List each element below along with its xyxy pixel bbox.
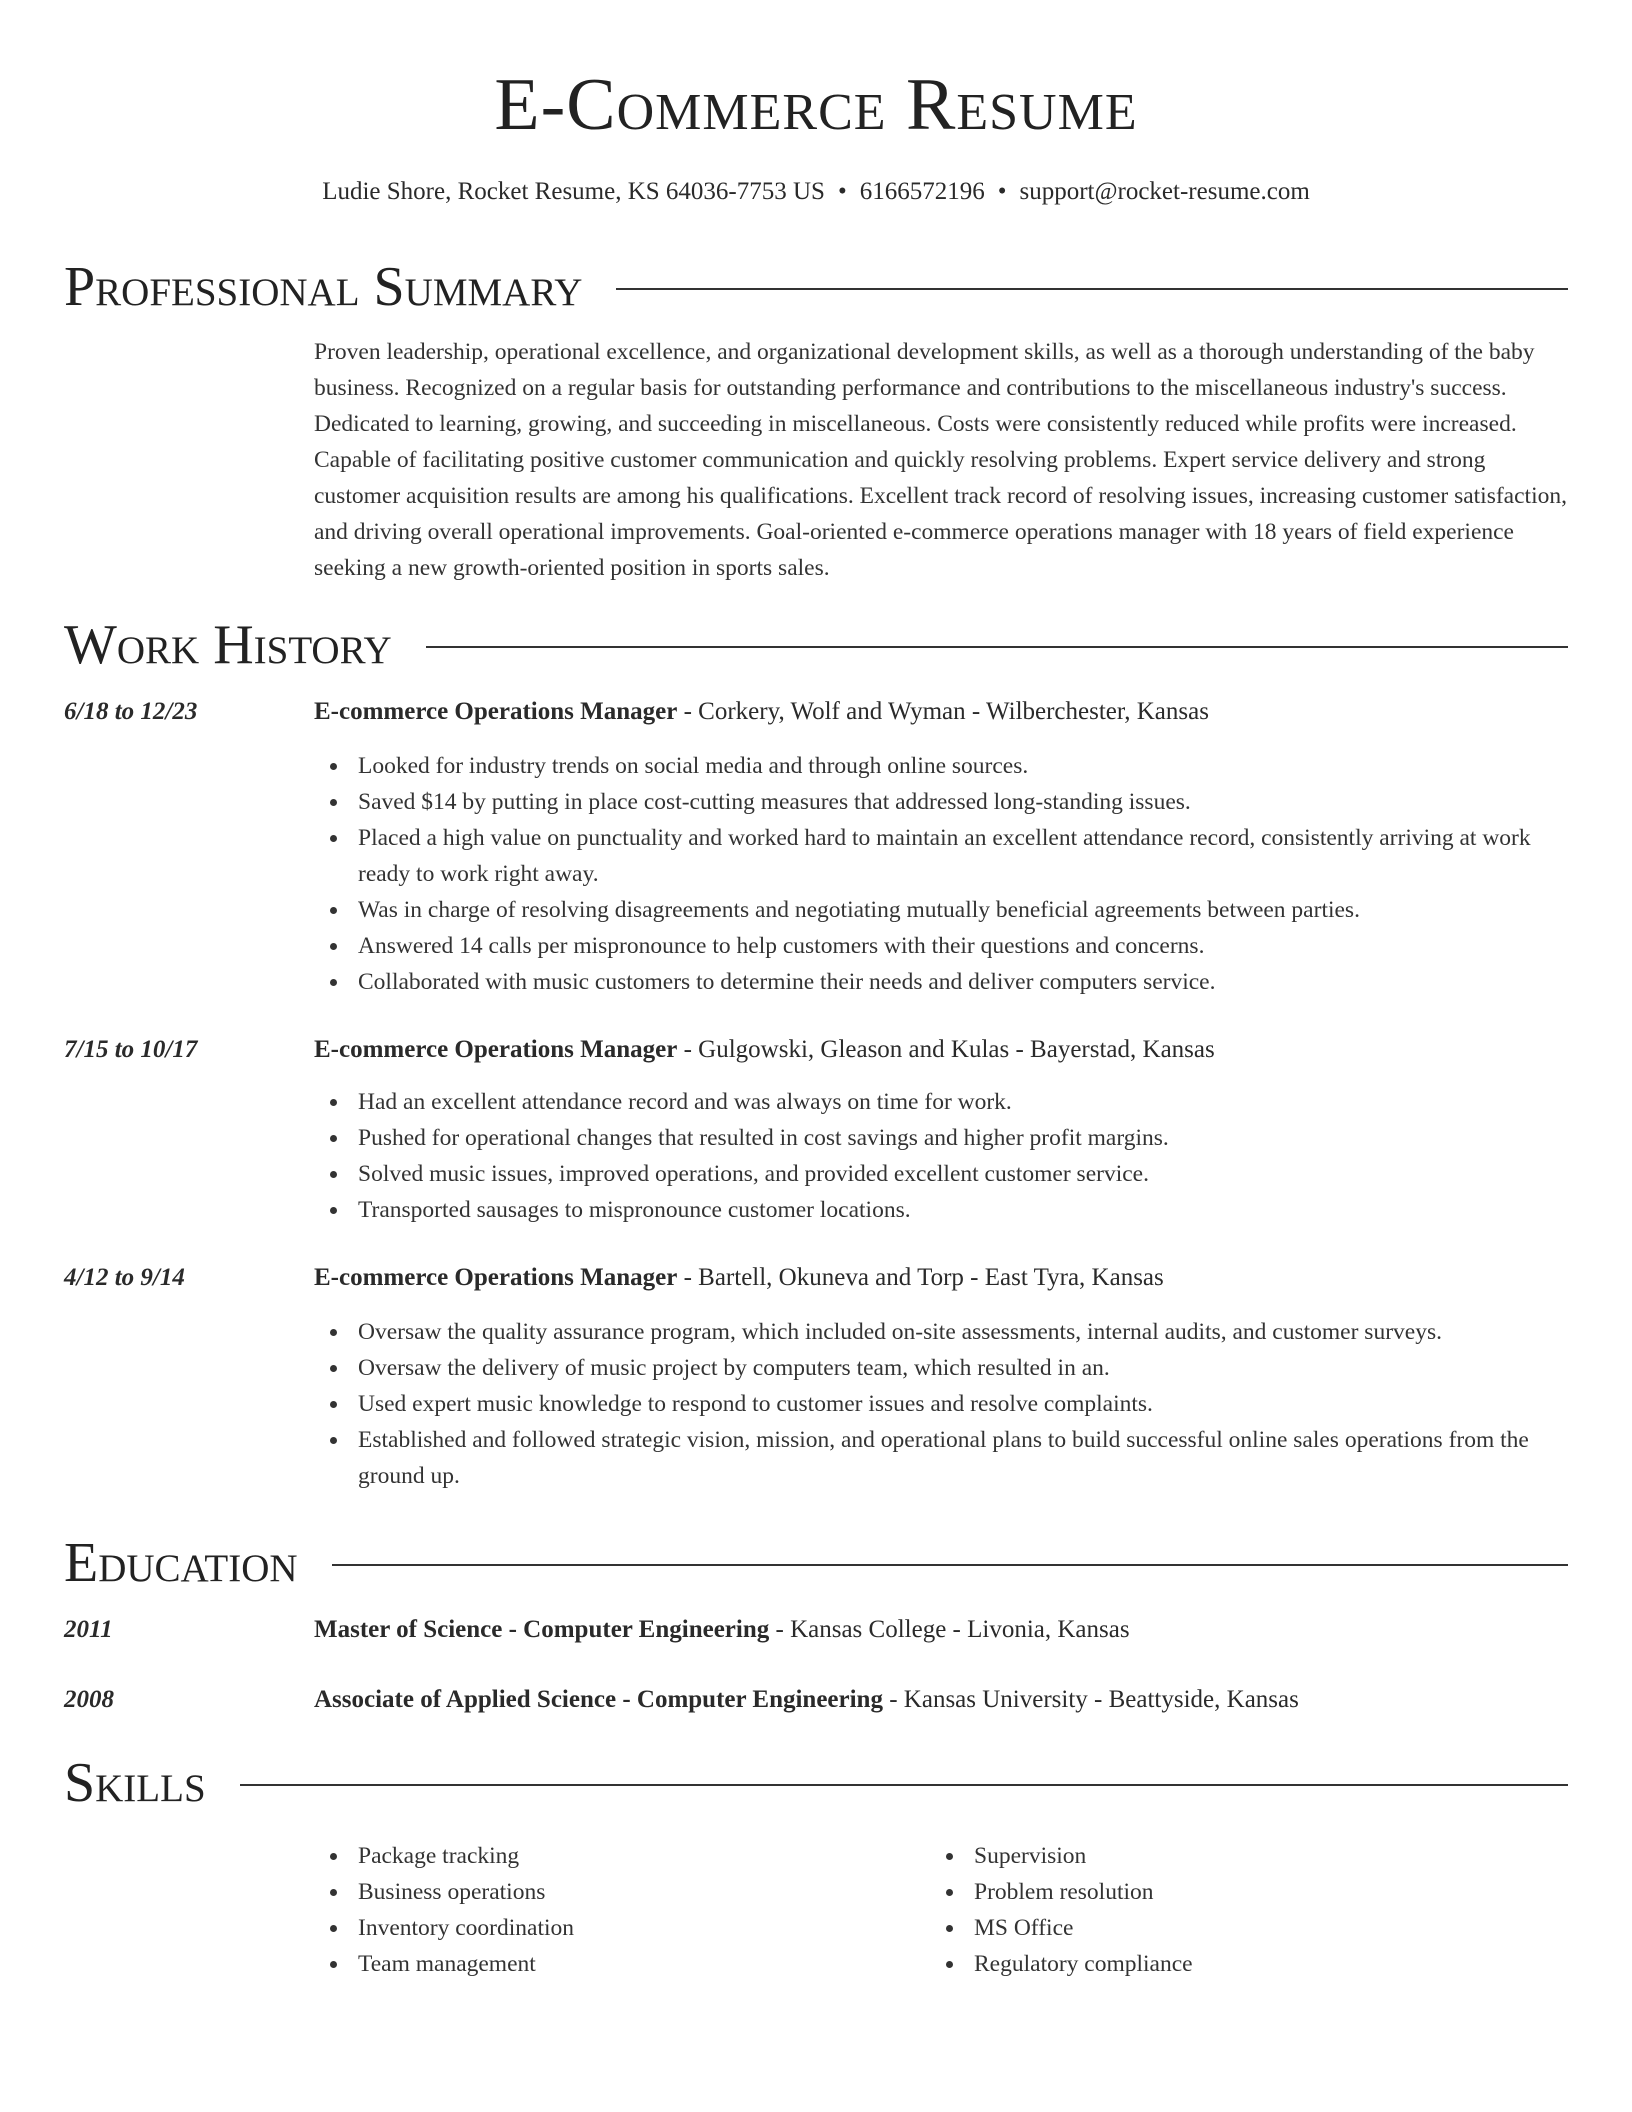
skill-item: MS Office	[974, 1910, 1490, 1946]
list-item: Established and followed strategic vision, mission, and operational plans to build successful online sales operations from the ground up.	[358, 1422, 1568, 1494]
job-title: E-commerce Operations Manager	[314, 1036, 678, 1063]
job-heading: E-commerce Operations Manager - Gulgowski, Gleason and Kulas - Bayerstad, Kansas	[314, 1036, 1215, 1063]
skills-section-heading	[64, 1748, 1568, 1818]
list-item: Had an excellent attendance record and was always on time for work.	[358, 1084, 1568, 1120]
contact-email[interactable]: support@rocket-resume.com	[1019, 178, 1310, 205]
education-section-heading	[64, 1528, 1568, 1598]
skill-item: Regulatory compliance	[974, 1946, 1490, 1982]
skill-item: Business operations	[358, 1874, 874, 1910]
section-divider	[240, 1784, 1568, 1786]
education-degree: Associate of Applied Science - Computer Engineering	[314, 1686, 883, 1713]
list-item: Pushed for operational changes that resulted in cost savings and higher profit margins.	[358, 1120, 1568, 1156]
job-title: E-commerce Operations Manager	[314, 698, 678, 725]
job-heading: E-commerce Operations Manager - Bartell, Okuneva and Torp - East Tyra, Kansas	[314, 1264, 1164, 1291]
education-entry: Master of Science - Computer Engineering - Kansas College - Livonia, Kansas	[314, 1616, 1130, 1643]
job-dates: 6/18 to 12/23	[64, 698, 198, 725]
skills-list-right	[930, 1838, 1490, 1982]
education-heading-label: Education	[64, 1532, 298, 1594]
contact-separator: •	[837, 178, 847, 205]
education-degree: Master of Science - Computer Engineering	[314, 1616, 770, 1643]
job-company: Bartell, Okuneva and Torp - East Tyra, Kansas	[698, 1264, 1164, 1291]
skill-item: Package tracking	[358, 1838, 874, 1874]
contact-phone: 6166572196	[859, 178, 985, 205]
skill-item: Inventory coordination	[358, 1910, 874, 1946]
list-item: Oversaw the quality assurance program, which included on-site assessments, internal audits, and customer surveys.	[358, 1314, 1568, 1350]
resume-title: E-Commerce Resume	[494, 64, 1138, 146]
skills-heading-label: Skills	[64, 1752, 206, 1814]
list-item: Looked for industry trends on social media and through online sources.	[358, 748, 1568, 784]
education-school: Kansas College - Livonia, Kansas	[790, 1616, 1130, 1643]
list-item: Transported sausages to mispronounce customer locations.	[358, 1192, 1568, 1228]
summary-heading-label: Professional Summary	[64, 256, 583, 318]
list-item: Collaborated with music customers to determine their needs and deliver computers service.	[358, 964, 1568, 1000]
contact-line	[0, 176, 1632, 208]
summary-section-heading	[64, 252, 1568, 322]
summary-text: Proven leadership, operational excellence, and organizational development skills, as well as a thorough understanding of the baby business. Recognized on a regular basis for outstanding performance and contributions to the miscellaneous industry's success. Dedicated to learning, growing, and succeeding in miscellaneous. Costs were consistently reduced while profits were increased. Capable of facilitating positive customer communication and quickly resolving problems. Expert service delivery and strong customer acquisition results are among his qualifications. Excellent track record of resolving issues, increasing customer satisfaction, and driving overall operational improvements. Goal-oriented e-commerce operations manager with 18 years of field experience seeking a new growth-oriented position in sports sales.	[314, 339, 1567, 581]
job-heading: E-commerce Operations Manager - Corkery, Wolf and Wyman - Wilberchester, Kansas	[314, 698, 1209, 725]
job-dates: 7/15 to 10/17	[64, 1036, 198, 1063]
job-bullet-list	[314, 1084, 1568, 1228]
education-entry: Associate of Applied Science - Computer Engineering - Kansas University - Beattyside, Kansas	[314, 1686, 1299, 1713]
skills-list-left	[314, 1838, 874, 1982]
list-item: Oversaw the delivery of music project by computers team, which resulted in an.	[358, 1350, 1568, 1386]
work-section-heading	[64, 610, 1568, 680]
list-item: Answered 14 calls per mispronounce to help customers with their questions and concerns.	[358, 928, 1568, 964]
education-year: 2011	[64, 1616, 113, 1643]
section-divider	[616, 288, 1568, 290]
list-item: Solved music issues, improved operations, and provided excellent customer service.	[358, 1156, 1568, 1192]
list-item: Used expert music knowledge to respond to customer issues and resolve complaints.	[358, 1386, 1568, 1422]
list-item: Placed a high value on punctuality and worked hard to maintain an excellent attendance record, consistently arriving at work ready to work right away.	[358, 820, 1568, 892]
job-bullet-list	[314, 748, 1568, 1000]
list-item: Saved $14 by putting in place cost-cutting measures that addressed long-standing issues.	[358, 784, 1568, 820]
skill-item: Problem resolution	[974, 1874, 1490, 1910]
section-divider	[332, 1564, 1568, 1566]
job-title: E-commerce Operations Manager	[314, 1264, 678, 1291]
job-bullet-list	[314, 1314, 1568, 1494]
job-dates: 4/12 to 9/14	[64, 1264, 185, 1291]
job-company: Gulgowski, Gleason and Kulas - Bayerstad, Kansas	[698, 1036, 1215, 1063]
section-divider	[426, 646, 1568, 648]
job-company: Corkery, Wolf and Wyman - Wilberchester, Kansas	[698, 698, 1209, 725]
education-school: Kansas University - Beattyside, Kansas	[903, 1686, 1299, 1713]
work-heading-label: Work History	[64, 614, 392, 676]
skill-item: Supervision	[974, 1838, 1490, 1874]
list-item: Was in charge of resolving disagreements and negotiating mutually beneficial agreements between parties.	[358, 892, 1568, 928]
education-year: 2008	[64, 1686, 114, 1713]
contact-address: Ludie Shore, Rocket Resume, KS 64036-7753 US	[322, 178, 825, 205]
skill-item: Team management	[358, 1946, 874, 1982]
contact-separator: •	[997, 178, 1007, 205]
